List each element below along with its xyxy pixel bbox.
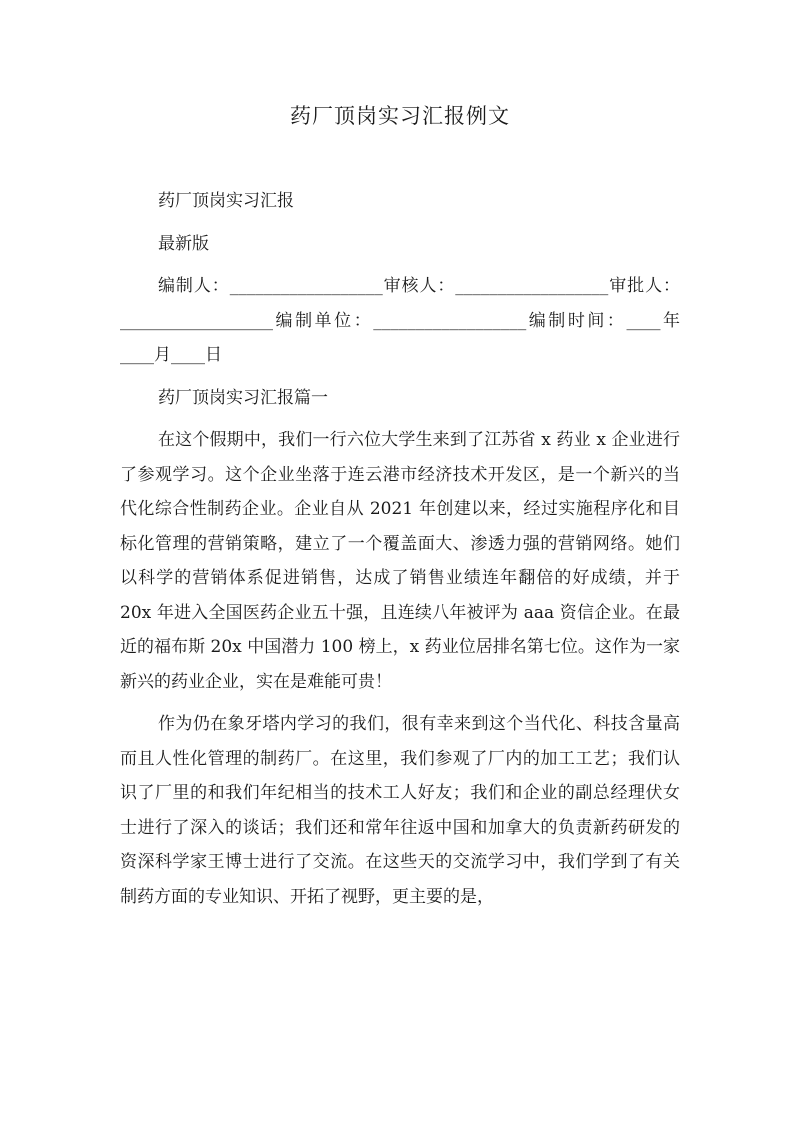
meta-info-line: 编制人：__________________审核人：__________________审批人：__________________编制单位：__________________编制时间：____年____月____日 [120,276,680,365]
paragraph-1: 在这个假期中，我们一行六位大学生来到了江苏省 x 药业 x 企业进行了参观学习。这个企业坐落于连云港市经济技术开发区，是一个新兴的当代化综合性制药企业。企业自从 2021 年创建以来，经过实施程序化和目标化管理的营销策略，建立了一个覆盖面大、渗透力强的营销网络。她们以科学的营销体系促进销售，达成了销售业绩连年翻倍的好成绩，并于 20x 年进入全国医药企业五十强，且连续八年被评为 aaa 资信企业。在最近的福布斯 20x 中国潜力 100 榜上，x 药业位居排名第七位。这作为一家新兴的药业企业，实在是难能可贵！ [120,430,680,692]
document-body [120,184,680,914]
document-title: 药厂顶岗实习汇报例文 [290,104,510,128]
paragraph-2: 作为仍在象牙塔内学习的我们，很有幸来到这个当代化、科技含量高而且人性化管理的制药厂。在这里，我们参观了厂内的加工工艺；我们认识了厂里的和我们年纪相当的技术工人好友；我们和企业的副总经理伏女士进行了深入的谈话；我们还和常年往返中国和加拿大的负责新药研发的资深科学家王博士进行了交流。在这些天的交流学习中，我们学到了有关制药方面的专业知识、开拓了视野，更主要的是， [120,714,680,907]
edition-line: 最新版 [158,233,209,254]
section-title: 药厂顶岗实习汇报篇一 [158,387,328,408]
heading-line: 药厂顶岗实习汇报 [158,191,294,211]
